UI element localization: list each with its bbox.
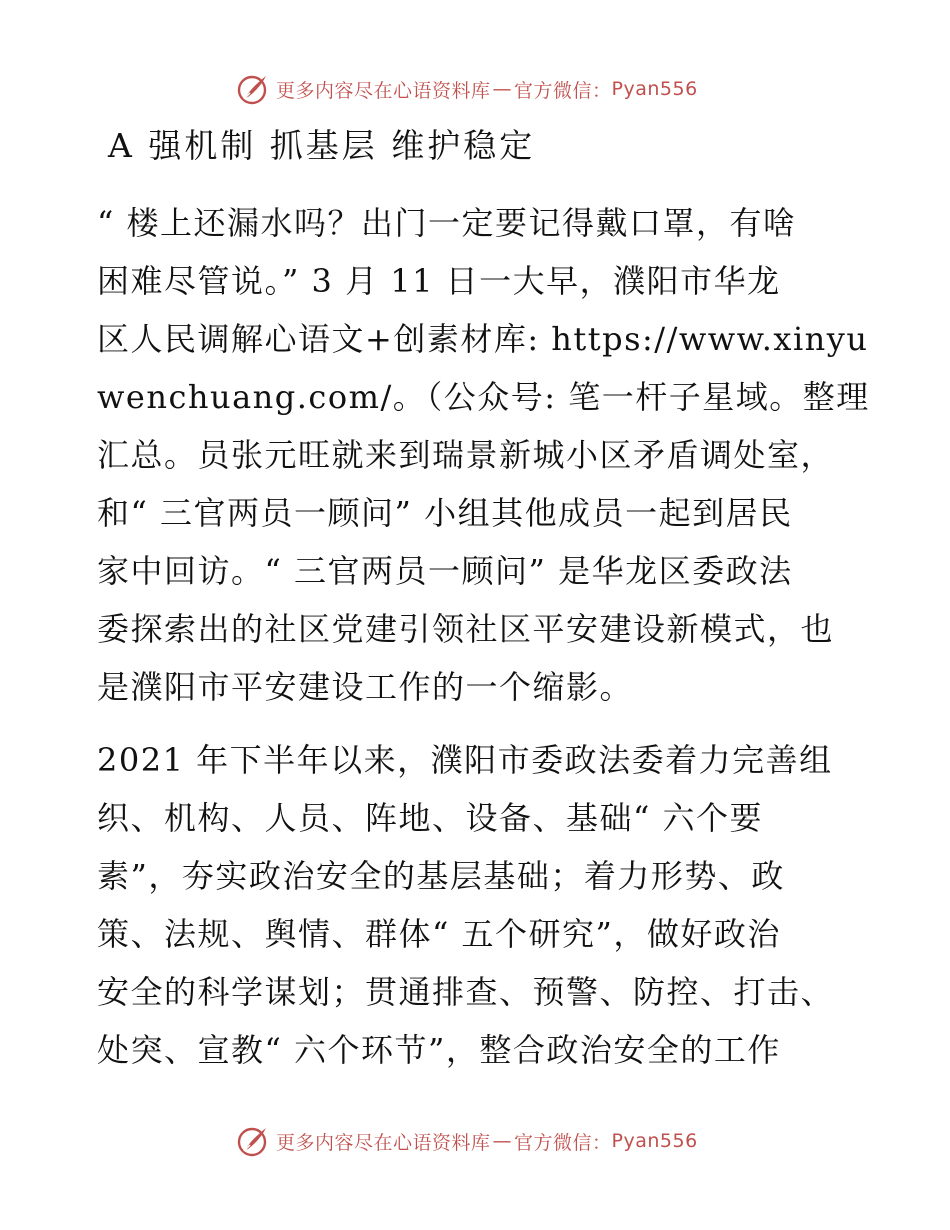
text-line: 委探索出的社区党建引领社区平安建设新模式，也: [97, 610, 835, 648]
paragraph-2: [97, 731, 857, 1079]
text-line: 安全的科学谋划；贯通排查、预警、防控、打击、: [97, 973, 835, 1011]
section-heading: A 强机制 抓基层 维护稳定: [108, 126, 536, 165]
watermark-wechat-id: Pyan556: [611, 78, 698, 100]
text-line: 织、机构、人员、阵地、设备、基础“ 六个要: [97, 799, 764, 837]
text-line: 2021 年下半年以来，濮阳市委政法委着力完善组: [97, 741, 833, 779]
text-line: 困难尽管说。” 3 月 11 日一大早，濮阳市华龙: [97, 262, 781, 300]
watermark-header: [236, 72, 698, 106]
watermark-separator: —: [492, 78, 513, 100]
watermark-wechat-id: Pyan556: [611, 1130, 698, 1152]
text-line: 区人民调解心语文+创素材库: https://www.xinyu: [97, 320, 869, 358]
watermark-slogan: 更多内容尽在心语资料库: [276, 79, 491, 102]
text-line: 是濮阳市平安建设工作的一个缩影。: [97, 668, 634, 706]
watermark-slogan: 更多内容尽在心语资料库: [276, 1131, 491, 1154]
quill-logo-icon: [236, 72, 270, 106]
watermark-footer: [236, 1124, 698, 1158]
text-line: 汇总。员张元旺就来到瑞景新城小区矛盾调处室，: [97, 436, 835, 474]
text-line: “ 楼上还漏水吗？出门一定要记得戴口罩，有啥: [97, 204, 797, 242]
watermark-separator: —: [492, 1130, 513, 1152]
text-line: 和“ 三官两员一顾问” 小组其他成员一起到居民: [97, 494, 793, 532]
text-line: wenchuang.com/。（公众号: 笔一杆子星域。整理: [97, 378, 870, 416]
text-line: 处突、宣教“ 六个环节”，整合政治安全的工作: [97, 1031, 781, 1069]
text-line: 家中回访。“ 三官两员一顾问” 是华龙区委政法: [97, 552, 793, 590]
quill-logo-icon: [236, 1124, 270, 1158]
text-line: 策、法规、舆情、群体“ 五个研究”，做好政治: [97, 915, 781, 953]
watermark-official-label: 官方微信：: [514, 79, 612, 102]
paragraph-1: [97, 194, 870, 716]
text-line: 素”，夯实政治安全的基层基础；着力形势、政: [97, 857, 785, 895]
watermark-official-label: 官方微信：: [514, 1131, 612, 1154]
